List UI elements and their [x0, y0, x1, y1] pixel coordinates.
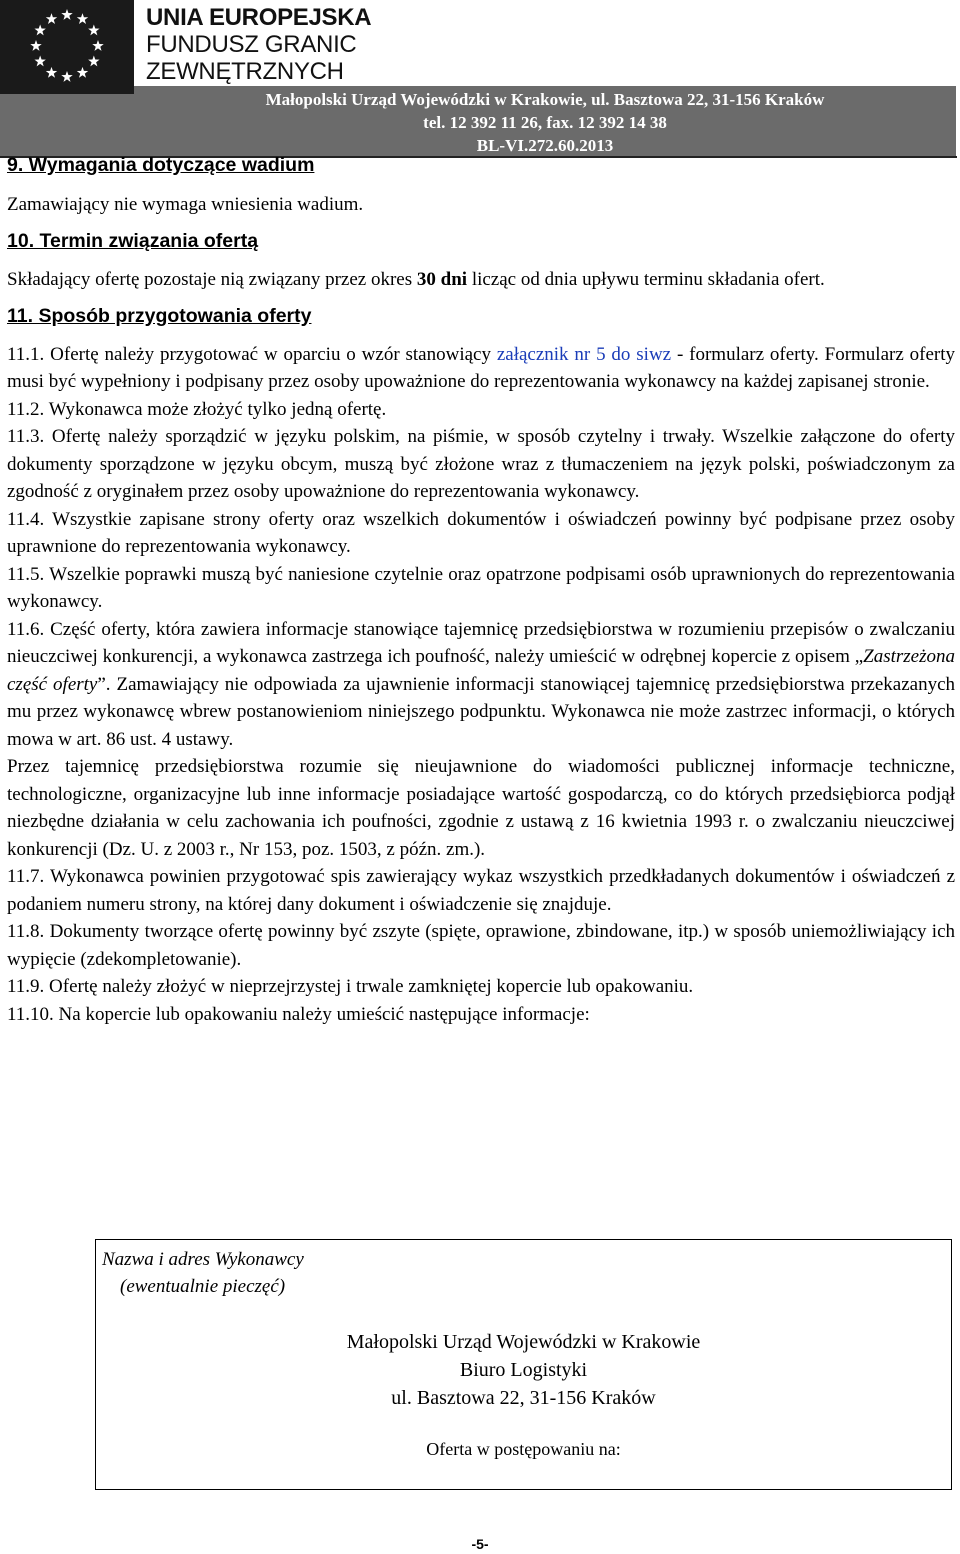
paragraph-11-9: 11.9. Ofertę należy złożyć w nieprzejrzystej i trwale zamkniętej kopercie lub opakowaniu. — [7, 976, 694, 997]
recipient-line-1: Małopolski Urząd Wojewódzki w Krakowie — [346, 1331, 701, 1353]
paragraph-11-5: 11.5. Wszelkie poprawki muszą być naniesione czytelnie oraz opatrzone podpisami osób uprawnionych do reprezentowania wykonawcy. — [7, 563, 955, 612]
header-address — [134, 88, 956, 157]
paragraph-11-7: 11.7. Wykonawca powinien przygotować spis zawierający wykaz wszystkich przedkładanych dokumentów i oświadczeń z podaniem numeru strony, na której dany dokument i oświadczenie się znajduje. — [7, 866, 955, 915]
paragraph-11-1 — [7, 341, 955, 396]
paragraph-11-8: 11.8. Dokumenty tworzące ofertę powinny być zszyte (spięte, oprawione, zbindowane, itp.) w sposób uniemożliwiający ich wypięcie (zdekompletowanie). — [7, 921, 955, 970]
header-address-line-2: tel. 12 392 11 26, fax. 12 392 14 38 — [423, 113, 667, 132]
recipient-line-3: ul. Basztowa 22, 31-156 Kraków — [391, 1387, 656, 1409]
p11-6-italic: Zastrzeżona część oferty — [7, 646, 955, 695]
page-number: -5- — [471, 1536, 489, 1552]
header-bar-left — [0, 94, 134, 157]
document-body — [7, 152, 955, 1028]
logo-line-1: UNIA EUROPEJSKA — [146, 4, 372, 31]
p11-6-post: ”. Zamawiający nie odpowiada za ujawnienie informacji stanowiącej tajemnicę przedsiębiorstwa przekazanych mu przez wykonawcę wbrew postanowieniom niniejszego podpunktu. Wykonawca nie może zastrzec informacji, o których mowa w art. 86 ust. 4 ustawy. — [7, 673, 956, 750]
page-header — [0, 0, 960, 157]
section-9-text: Zamawiający nie wymaga wniesienia wadium. — [7, 193, 364, 215]
p11-6-pre: 11.6. Część oferty, która zawiera informacje stanowiące tajemnicę przedsiębiorstwa w rozumieniu przepisów o zwalczaniu nieuczciwej konkurencji, a wykonawca zastrzega ich poufność, należy umieścić w odrębnej kopercie z opisem „ — [7, 618, 955, 667]
envelope-template — [95, 1239, 952, 1490]
eu-flag-icon — [0, 0, 134, 94]
header-address-line-1: Małopolski Urząd Wojewódzki w Krakowie, ul. Basztowa 22, 31-156 Kraków — [265, 90, 825, 109]
paragraph-11-2: 11.2. Wykonawca może złożyć tylko jedną ofertę. — [7, 398, 387, 420]
attachment-5-link[interactable]: załącznik nr 5 do siwz — [496, 343, 672, 365]
paragraph-11-3: 11.3. Ofertę należy sporządzić w języku polskim, na piśmie, w sposób czytelny i trwały. Wszelkie załączone do oferty dokumenty sporządzone w języku obcym, muszą być złożone wraz z tłumaczeniem na język polski, poświadczonym za zgodność z oryginałem przez osoby upoważnione do reprezentowania wykonawcy. — [7, 426, 955, 502]
header-address-line-3: BL-VI.272.60.2013 — [476, 136, 614, 155]
eu-fund-logo-text — [146, 4, 371, 85]
sender-name-label: Nazwa i adres Wykonawcy — [102, 1249, 304, 1270]
s10-post: licząc od dnia upływu terminu składania ofert. — [467, 268, 825, 290]
paragraph-11-10: 11.10. Na kopercie lub opakowaniu należy umieścić następujące informacje: — [7, 1003, 590, 1025]
envelope-offer-label: Oferta w postępowaniu na: — [426, 1439, 621, 1459]
section-9-heading: 9. Wymagania dotyczące wadium — [7, 154, 315, 176]
sender-stamp-label: (ewentualnie pieczęć) — [120, 1276, 286, 1297]
logo-line-3: ZEWNĘTRZNYCH — [146, 58, 344, 85]
section-10-text — [7, 266, 955, 294]
envelope-recipient — [96, 1328, 951, 1412]
paragraph-11-4: 11.4. Wszystkie zapisane strony oferty oraz wszelkich dokumentów i oświadczeń powinny być podpisane przez osoby uprawnione do reprezentowania wykonawcy. — [7, 508, 955, 557]
section-10-heading: 10. Termin związania ofertą — [7, 230, 259, 252]
p11-1-post: - formularz oferty. Formularz oferty musi być wypełniony i podpisany przez osoby upoważnione do reprezentowania wykonawcy na każdej zapisanej stronie. — [7, 343, 955, 392]
s10-days: 30 dni — [416, 268, 468, 290]
p11-1-pre: 11.1. Ofertę należy przygotować w oparciu o wzór stanowiący — [7, 343, 497, 365]
paragraph-trade-secret: Przez tajemnicę przedsiębiorstwa rozumie się nieujawnione do wiadomości publicznej informacje techniczne, technologiczne, organizacyjne lub inne informacje posiadające wartość gospodarczą, co do których przedsiębiorca podjął niezbędne działania w celu zachowania ich poufności, zgodnie z ustawą z 16 kwietnia 1993 r. o zwalczaniu nieuczciwej konkurencji (Dz. U. z 2003 r., Nr 153, poz. 1503, z późn. zm.). — [7, 756, 955, 860]
logo-line-2: FUNDUSZ GRANIC — [146, 31, 357, 58]
s10-pre: Składający ofertę pozostaje nią związany przez okres — [7, 268, 417, 290]
paragraph-11-6 — [7, 616, 955, 754]
envelope-sender — [102, 1246, 304, 1300]
section-11-heading: 11. Sposób przygotowania oferty — [7, 305, 312, 327]
recipient-line-2: Biuro Logistyki — [459, 1359, 588, 1381]
